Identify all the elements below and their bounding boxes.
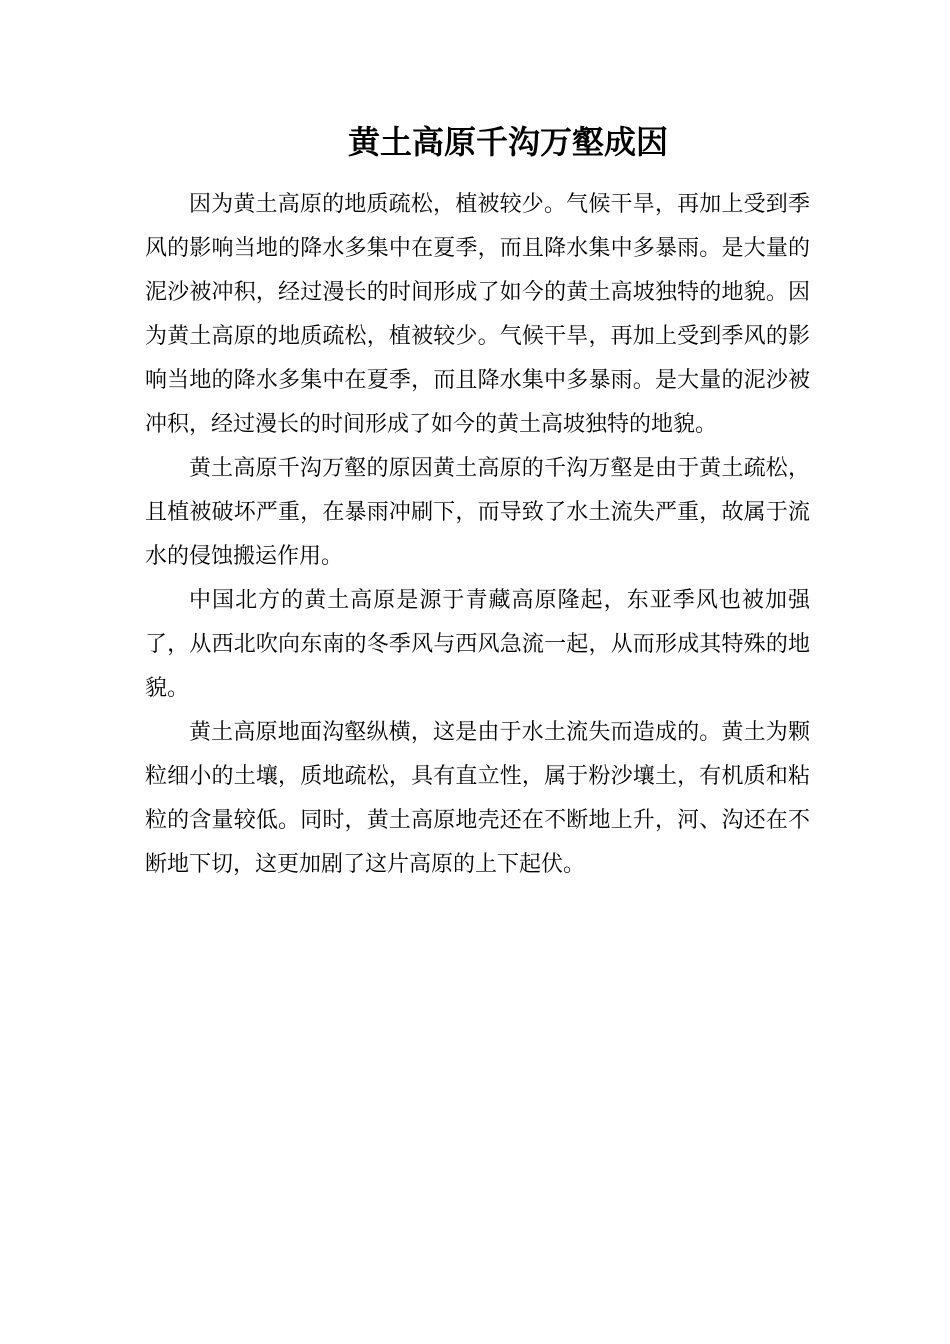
paragraph-2: 黄土高原千沟万壑的原因黄土高原的千沟万壑是由于黄土疏松，且植被破坏严重，在暴雨冲刷下，而导致了水土流失严重，故属于流水的侵蚀搬运作用。 (145, 456, 810, 569)
document-title: 黄土高原千沟万壑成因 (347, 123, 668, 161)
paragraph-3: 中国北方的黄土高原是源于青藏高原隆起，东亚季风也被加强了，从西北吹向东南的冬季风与西风急流一起，从而形成其特殊的地貌。 (145, 588, 810, 701)
document-body (145, 183, 810, 887)
paragraph-4: 黄土高原地面沟壑纵横，这是由于水土流失而造成的。黄土为颗粒细小的土壤，质地疏松，具有直立性，属于粉沙壤土，有机质和粘粒的含量较低。同时，黄土高原地壳还在不断地上升，河、沟还在不断地下切，这更加剧了这片高原的上下起伏。 (145, 720, 810, 877)
paragraph-1: 因为黄土高原的地质疏松，植被较少。气候干旱，再加上受到季风的影响当地的降水多集中在夏季，而且降水集中多暴雨。是大量的泥沙被冲积，经过漫长的时间形成了如今的黄土高坡独特的地貌。因为黄土高原的地质疏松，植被较少。气候干旱，再加上受到季风的影响当地的降水多集中在夏季，而且降水集中多暴雨。是大量的泥沙被冲积，经过漫长的时间形成了如今的黄土高坡独特的地貌。 (145, 192, 810, 437)
